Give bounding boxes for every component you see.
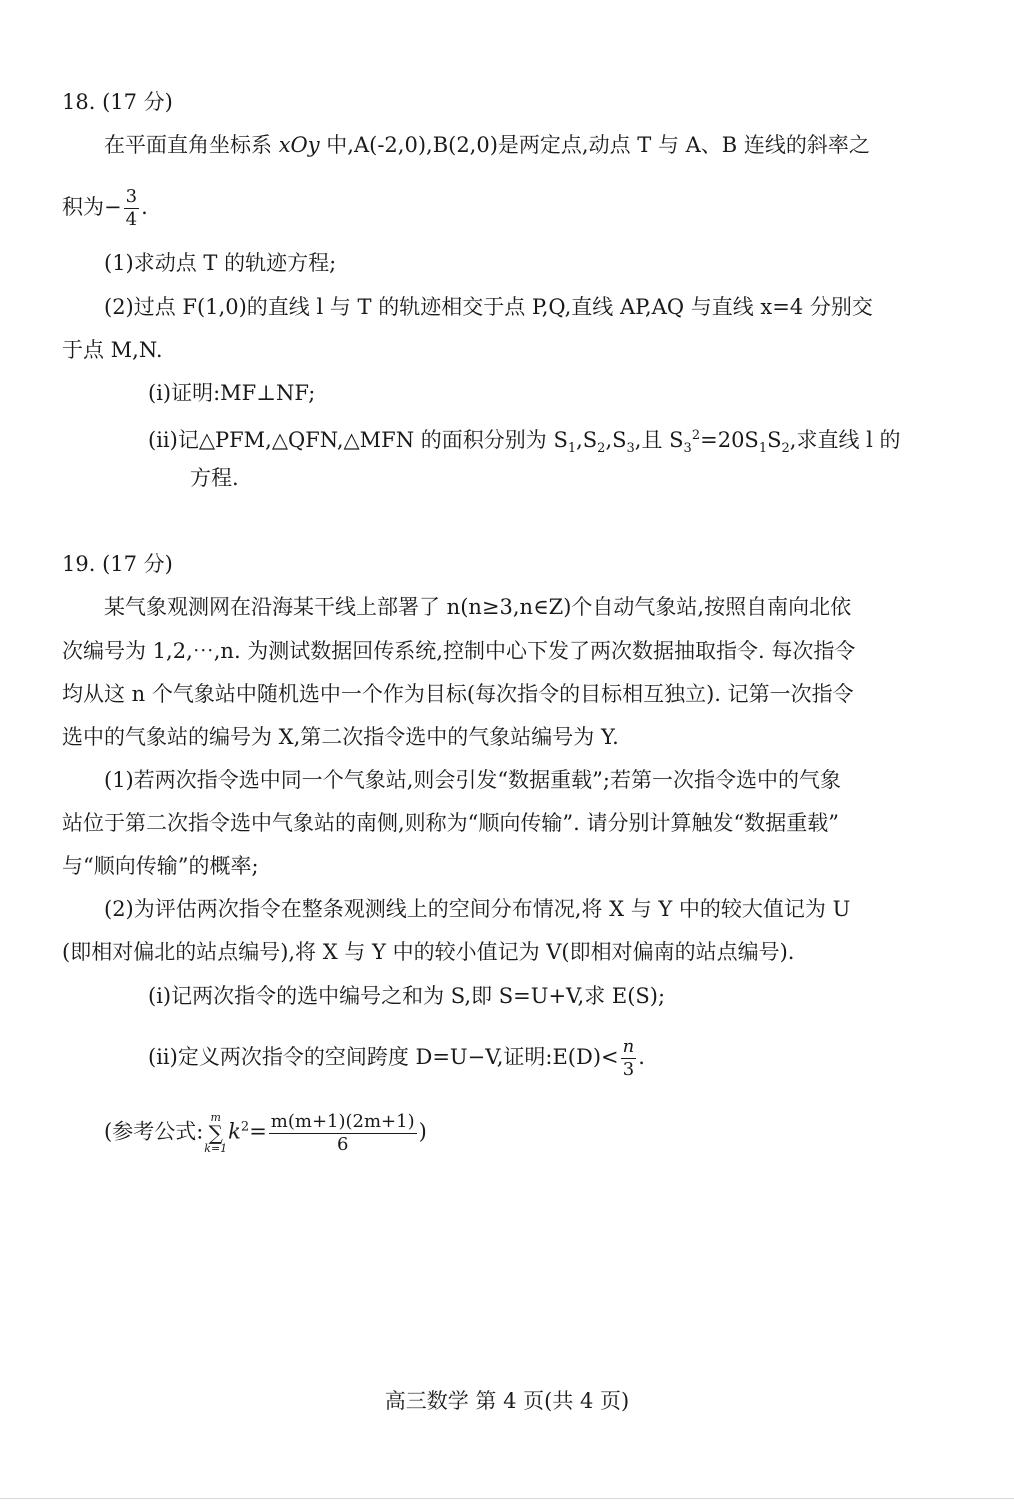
- q18-fraction-den: 4: [125, 209, 138, 230]
- ref-fraction-num: m(m+1)(2m+1): [270, 1110, 415, 1132]
- q19-part2-line2: (即相对偏北的站点编号),将 X 与 Y 中的较小值记为 V(即相对偏南的站点编号).: [62, 940, 795, 964]
- q18-stem-l2-b: .: [141, 195, 148, 219]
- q18-sub2-line2: 方程.: [190, 466, 239, 490]
- q18-s2b-pre: S: [767, 428, 782, 452]
- bottom-divider: [0, 1498, 1014, 1499]
- sum-top: m: [210, 1111, 221, 1124]
- ref-fraction-den: 6: [336, 1133, 349, 1155]
- q18-stem-l1-a: 在平面直角坐标系: [104, 133, 279, 157]
- ref-close: ): [418, 1119, 427, 1144]
- q18-sub2-e: =20S: [700, 428, 759, 452]
- q19-part1-line3: 与“顺向传输”的概率;: [62, 854, 259, 878]
- q19-sub1: (i)记两次指令的选中编号之和为 S,即 S=U+V,求 E(S);: [148, 984, 666, 1008]
- q18-stem-l1-b: 中,A(-2,0),B(2,0)是两定点,动点 T 与 A、B 连线的斜率之: [319, 133, 870, 157]
- q18-s3b-sub: 3: [683, 441, 692, 457]
- q19-stem-line2: 次编号为 1,2,⋯,n. 为测试数据回传系统,控制中心下发了两次数据抽取指令. 每次指令: [62, 639, 856, 663]
- q18-s3-sub: 3: [626, 441, 635, 457]
- q19-sub2-fraction: [621, 1038, 637, 1079]
- q19-stem-line3: 均从这 n 个气象站中随机选中一个作为目标(每次指令的目标相互独立). 记第一次指令: [62, 682, 854, 706]
- q19-part1-line2: 站位于第二次指令选中气象站的南侧,则称为“顺向传输”. 请分别计算触发“数据重载”: [62, 811, 839, 835]
- q18-part1: (1)求动点 T 的轨迹方程;: [104, 251, 337, 275]
- q19-sub2-b: .: [638, 1045, 645, 1069]
- q19-sub2-fraction-num: n: [622, 1036, 635, 1057]
- q19-part2-line1: (2)为评估两次指令在整条观测线上的空间分布情况,将 X 与 Y 中的较大值记为 U: [104, 897, 851, 921]
- sum-symbol: [204, 1112, 227, 1154]
- q18-stem-line2: [62, 188, 148, 229]
- q18-s2b-sub: 2: [781, 441, 790, 457]
- q18-square-sup: 2: [691, 428, 701, 443]
- q19-sub2-fraction-den: 3: [622, 1059, 635, 1080]
- ref-open: (参考公式:: [104, 1119, 204, 1144]
- q18-fraction: [124, 188, 139, 229]
- q18-stem-l2-a: 积为−: [62, 195, 122, 219]
- ref-k: k: [228, 1119, 241, 1144]
- q18-sub1: (i)证明:MF⊥NF;: [148, 381, 316, 405]
- q18-fraction-num: 3: [125, 186, 138, 207]
- q19-sub2: [148, 1038, 645, 1079]
- q19-reference-formula: [104, 1112, 427, 1154]
- q18-sub2-d: ,且 S: [634, 428, 684, 452]
- ref-k-square: 2: [240, 1119, 250, 1135]
- sum-bottom: k=1: [204, 1142, 228, 1155]
- q18-stem-line1: [104, 130, 870, 160]
- q18-sub2-c: ,S: [605, 428, 627, 452]
- q19-stem-line1: 某气象观测网在沿海某干线上部署了 n(n≥3,n∈Z)个自动气象站,按照自南向北依: [104, 595, 852, 619]
- q19-sub2-a: (ii)定义两次指令的空间跨度 D=U−V,证明:E(D)<: [148, 1045, 619, 1069]
- ref-fraction: [269, 1110, 417, 1155]
- q18-sub2-b: ,S: [576, 428, 598, 452]
- page-footer: 高三数学 第 4 页(共 4 页): [384, 1389, 630, 1413]
- q18-sub2-f: ,求直线 l 的: [789, 428, 901, 452]
- q18-part2-line2: 于点 M,N.: [62, 338, 163, 362]
- q18-header: 18. (17 分): [62, 90, 173, 114]
- q18-sub2-line1: [148, 421, 901, 464]
- q19-header: 19. (17 分): [62, 552, 173, 576]
- q18-part2-line1: (2)过点 F(1,0)的直线 l 与 T 的轨迹相交于点 P,Q,直线 AP,AQ 与直线 x=4 分别交: [104, 295, 873, 319]
- ref-eq: =: [249, 1119, 267, 1144]
- q19-stem-line4: 选中的气象站的编号为 X,第二次指令选中的气象站编号为 Y.: [62, 725, 619, 749]
- q18-s1-sub: 1: [567, 441, 577, 457]
- q18-sub2-a: (ii)记△PFM,△QFN,△MFN 的面积分别为 S: [148, 428, 568, 452]
- q18-stem-xoy: xOy: [278, 133, 320, 157]
- q19-part1-line1: (1)若两次指令选中同一个气象站,则会引发“数据重载”;若第一次指令选中的气象: [104, 768, 841, 792]
- q18-s2-sub: 2: [597, 441, 606, 457]
- q18-s1b-sub: 1: [758, 441, 768, 457]
- sum-sigma: ∑: [208, 1121, 223, 1145]
